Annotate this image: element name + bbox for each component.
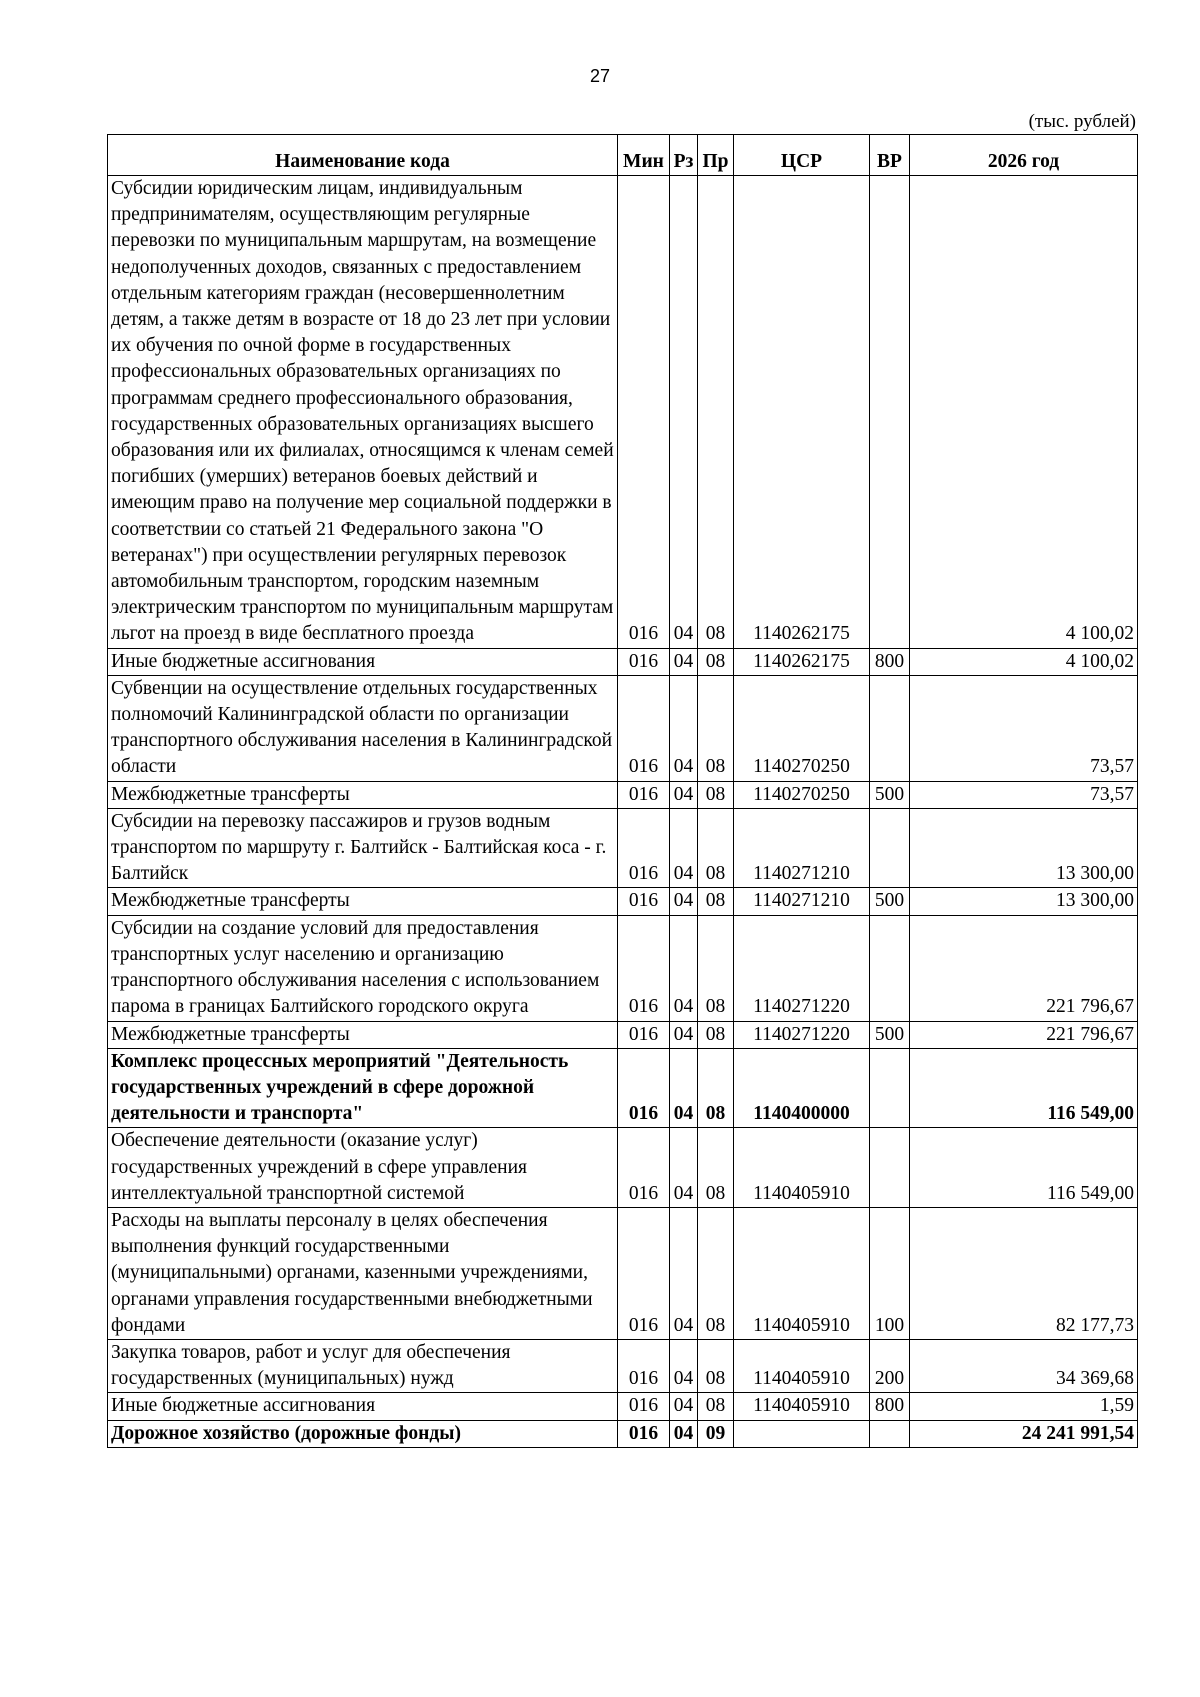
table-row [108, 176, 1138, 649]
cell-name: Субвенции на осуществление отдельных государственных полномочий Калининградской области по организации транспортного обслуживания населения в Калининградской области [108, 675, 618, 781]
cell-sum: 24 241 991,54 [910, 1420, 1138, 1447]
cell-pr: 08 [698, 1393, 734, 1420]
cell-name: Субсидии юридическим лицам, индивидуальным предпринимателям, осуществляющим регулярные перевозки по муниципальным маршрутам, на возмещение недополученных доходов, связанных с предоставлением отдельным категориям граждан (несовершеннолетним детям, а также детям в возрасте от 18 до 23 лет при условии их обучения по очной форме в государственных профессиональных образовательных организациях по программам среднего профессионального образования, государственных образовательных организациях высшего образования или их филиалах, относящимся к членам семей погибших (умерших) ветеранов боевых действий и имеющим право на получение мер социальной поддержки в соответствии со статьей 21 Федерального закона "О ветеранах") при осуществлении регулярных перевозок автомобильным транспортом, городским наземным электрическим транспортом по муниципальным маршрутам льгот на проезд в виде бесплатного проезда [108, 176, 618, 649]
table-row [108, 1393, 1138, 1420]
cell-rz: 04 [670, 1207, 698, 1339]
table-row [108, 1339, 1138, 1392]
cell-name: Обеспечение деятельности (оказание услуг) государственных учреждений в сфере управления интеллектуальной транспортной системой [108, 1128, 618, 1208]
header-min: Мин [618, 135, 670, 176]
table-row [108, 1021, 1138, 1048]
cell-name: Межбюджетные трансферты [108, 888, 618, 915]
cell-rz: 04 [670, 915, 698, 1021]
cell-csr: 1140262175 [734, 648, 870, 675]
cell-min: 016 [618, 1207, 670, 1339]
header-name: Наименование кода [108, 135, 618, 176]
cell-min: 016 [618, 1393, 670, 1420]
cell-csr: 1140400000 [734, 1048, 870, 1128]
cell-pr: 08 [698, 1048, 734, 1128]
cell-min: 016 [618, 1420, 670, 1447]
cell-pr: 08 [698, 648, 734, 675]
cell-vr [870, 1048, 910, 1128]
cell-vr: 800 [870, 648, 910, 675]
cell-rz: 04 [670, 1021, 698, 1048]
cell-pr: 08 [698, 808, 734, 888]
cell-pr: 08 [698, 781, 734, 808]
cell-rz: 04 [670, 675, 698, 781]
header-rz: Рз [670, 135, 698, 176]
cell-rz: 04 [670, 781, 698, 808]
cell-rz: 04 [670, 1420, 698, 1447]
header-vr: ВР [870, 135, 910, 176]
table-row [108, 648, 1138, 675]
cell-min: 016 [618, 915, 670, 1021]
cell-min: 016 [618, 808, 670, 888]
cell-rz: 04 [670, 888, 698, 915]
cell-vr [870, 808, 910, 888]
page-number: 27 [589, 66, 611, 86]
cell-min: 016 [618, 781, 670, 808]
cell-csr: 1140271210 [734, 808, 870, 888]
cell-sum: 116 549,00 [910, 1048, 1138, 1128]
cell-vr: 500 [870, 781, 910, 808]
cell-sum: 4 100,02 [910, 176, 1138, 649]
cell-sum: 82 177,73 [910, 1207, 1138, 1339]
cell-pr: 09 [698, 1420, 734, 1447]
cell-rz: 04 [670, 176, 698, 649]
cell-sum: 73,57 [910, 675, 1138, 781]
cell-min: 016 [618, 1128, 670, 1208]
table-row [108, 1048, 1138, 1128]
cell-rz: 04 [670, 1393, 698, 1420]
cell-vr: 100 [870, 1207, 910, 1339]
table-row [108, 675, 1138, 781]
cell-name: Комплекс процессных мероприятий "Деятельность государственных учреждений в сфере дорожной деятельности и транспорта" [108, 1048, 618, 1128]
cell-name: Субсидии на перевозку пассажиров и грузов водным транспортом по маршруту г. Балтийск - Балтийская коса - г. Балтийск [108, 808, 618, 888]
cell-sum: 116 549,00 [910, 1128, 1138, 1208]
cell-name: Иные бюджетные ассигнования [108, 648, 618, 675]
cell-min: 016 [618, 176, 670, 649]
table-row [108, 915, 1138, 1021]
header-year: 2026 год [910, 135, 1138, 176]
table-row [108, 1207, 1138, 1339]
cell-min: 016 [618, 648, 670, 675]
cell-csr: 1140270250 [734, 675, 870, 781]
header-pr: Пр [698, 135, 734, 176]
cell-min: 016 [618, 1339, 670, 1392]
cell-vr [870, 915, 910, 1021]
cell-vr [870, 1420, 910, 1447]
cell-sum: 1,59 [910, 1393, 1138, 1420]
units-label: (тыс. рублей) [1028, 111, 1136, 132]
cell-vr: 200 [870, 1339, 910, 1392]
table-row [108, 888, 1138, 915]
table-row [108, 781, 1138, 808]
cell-name: Субсидии на создание условий для предоставления транспортных услуг населению и организацию транспортного обслуживания населения с использованием парома в границах Балтийского городского округа [108, 915, 618, 1021]
cell-sum: 73,57 [910, 781, 1138, 808]
cell-vr [870, 1128, 910, 1208]
budget-table [107, 134, 1138, 1448]
cell-sum: 4 100,02 [910, 648, 1138, 675]
cell-vr [870, 675, 910, 781]
cell-pr: 08 [698, 915, 734, 1021]
cell-name: Межбюджетные трансферты [108, 781, 618, 808]
cell-vr: 500 [870, 888, 910, 915]
cell-vr: 500 [870, 1021, 910, 1048]
cell-name: Расходы на выплаты персоналу в целях обеспечения выполнения функций государственными (муниципальными) органами, казенными учреждениями, органами управления государственными внебюджетными фондами [108, 1207, 618, 1339]
cell-csr: 1140405910 [734, 1128, 870, 1208]
cell-sum: 221 796,67 [910, 915, 1138, 1021]
cell-csr: 1140271210 [734, 888, 870, 915]
cell-pr: 08 [698, 888, 734, 915]
table-row [108, 1420, 1138, 1447]
header-csr: ЦСР [734, 135, 870, 176]
cell-rz: 04 [670, 1339, 698, 1392]
cell-sum: 13 300,00 [910, 888, 1138, 915]
cell-pr: 08 [698, 176, 734, 649]
cell-min: 016 [618, 1021, 670, 1048]
cell-vr: 800 [870, 1393, 910, 1420]
cell-min: 016 [618, 1048, 670, 1128]
cell-pr: 08 [698, 1339, 734, 1392]
cell-csr: 1140262175 [734, 176, 870, 649]
cell-name: Иные бюджетные ассигнования [108, 1393, 618, 1420]
cell-csr: 1140271220 [734, 1021, 870, 1048]
cell-sum: 34 369,68 [910, 1339, 1138, 1392]
cell-csr: 1140270250 [734, 781, 870, 808]
cell-rz: 04 [670, 648, 698, 675]
cell-csr: 1140405910 [734, 1207, 870, 1339]
cell-vr [870, 176, 910, 649]
cell-csr: 1140405910 [734, 1339, 870, 1392]
cell-csr: 1140405910 [734, 1393, 870, 1420]
cell-name: Дорожное хозяйство (дорожные фонды) [108, 1420, 618, 1447]
table-row [108, 1128, 1138, 1208]
cell-sum: 13 300,00 [910, 808, 1138, 888]
cell-min: 016 [618, 888, 670, 915]
cell-sum: 221 796,67 [910, 1021, 1138, 1048]
cell-pr: 08 [698, 1207, 734, 1339]
table-header-row [108, 135, 1138, 176]
cell-rz: 04 [670, 808, 698, 888]
cell-csr [734, 1420, 870, 1447]
cell-min: 016 [618, 675, 670, 781]
cell-rz: 04 [670, 1048, 698, 1128]
cell-pr: 08 [698, 1021, 734, 1048]
cell-name: Закупка товаров, работ и услуг для обеспечения государственных (муниципальных) нужд [108, 1339, 618, 1392]
cell-pr: 08 [698, 1128, 734, 1208]
cell-pr: 08 [698, 675, 734, 781]
cell-csr: 1140271220 [734, 915, 870, 1021]
table-row [108, 808, 1138, 888]
cell-name: Межбюджетные трансферты [108, 1021, 618, 1048]
cell-rz: 04 [670, 1128, 698, 1208]
